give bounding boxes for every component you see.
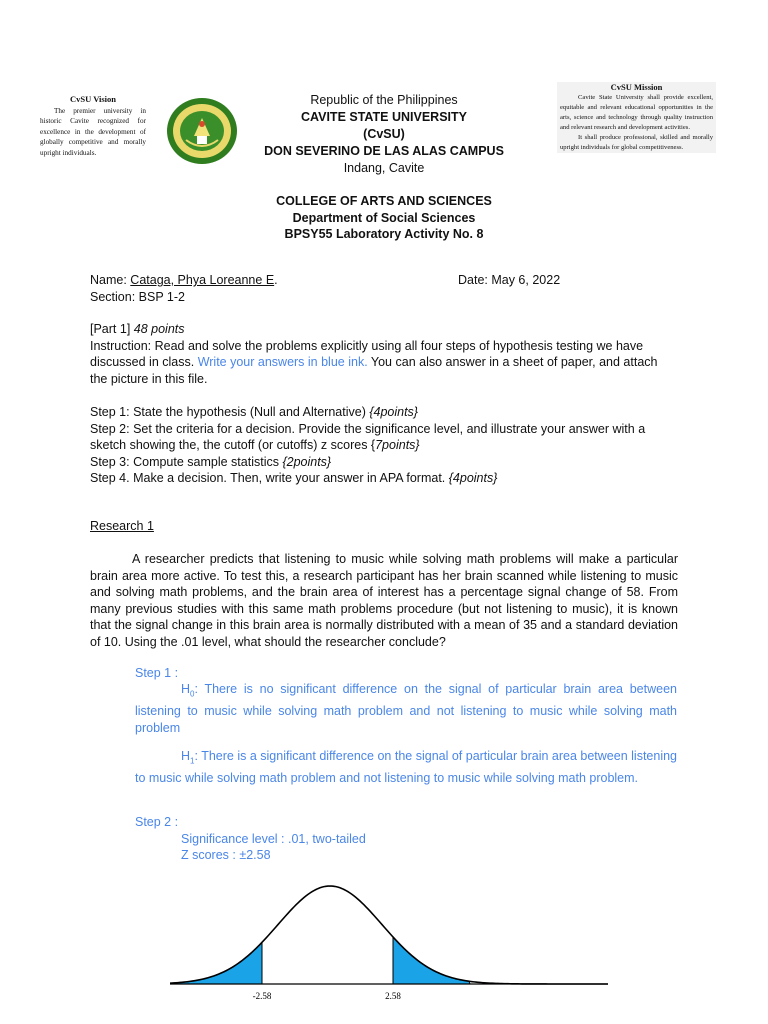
instruction-text: Instruction: Read and solve the problems explicitly using all four steps of hypothesis testing we have discussed in class. xyxy=(90,338,644,369)
alternative-hypothesis xyxy=(135,748,677,787)
college-name: COLLEGE OF ARTS AND SCIENCES xyxy=(276,194,492,208)
name-label: Name: xyxy=(90,273,131,287)
significance-level: Significance level : .01, two-tailed xyxy=(181,831,366,846)
step-3-text: Step 3: Compute sample statistics xyxy=(90,454,283,469)
research-title xyxy=(90,518,678,535)
right-cutoff-label: 2.58 xyxy=(385,991,401,1001)
null-hypothesis xyxy=(135,681,677,736)
research-1-title: Research 1 xyxy=(90,519,154,533)
instruction-text-2: You can also answer in a sheet of paper, and attach the picture in this file. xyxy=(90,355,658,386)
activity-title: BPSY55 Laboratory Activity No. 8 xyxy=(284,227,484,241)
mission-title: CvSU Mission xyxy=(610,82,663,92)
step-item xyxy=(90,454,678,471)
college-heading xyxy=(200,193,568,243)
student-name: Cataga, Phya Loreanne E xyxy=(130,273,275,287)
left-cutoff-label: -2.58 xyxy=(252,991,272,1001)
h1-label: H xyxy=(181,749,191,763)
h0-subscript: 0 xyxy=(190,689,195,699)
student-section: Section: BSP 1-2 xyxy=(90,289,185,304)
cvsu-seal-icon xyxy=(164,96,240,166)
step-4-text: Step 4. Make a decision. Then, write your answer in APA format. xyxy=(90,471,449,485)
university-header xyxy=(240,92,528,177)
vision-title: CvSU Vision xyxy=(69,94,117,104)
steps-list xyxy=(90,404,678,487)
instructions xyxy=(90,321,678,387)
step-1-points: {4points} xyxy=(369,405,418,419)
header-campus: DON SEVERINO DE LAS ALAS CAMPUS xyxy=(264,144,504,158)
department-name: Department of Social Sciences xyxy=(292,210,476,225)
cvsu-vision xyxy=(40,94,146,159)
h0-text: : There is no significant difference on the signal of particular brain area between listening to music while solving math problem and not listening to music while solving math problem xyxy=(135,682,677,735)
header-university: CAVITE STATE UNIVERSITY xyxy=(301,110,467,124)
cvsu-mission xyxy=(557,82,716,153)
activity-date: Date: May 6, 2022 xyxy=(458,273,561,287)
mission-text-2: It shall produce professional, skilled and morally upright individuals for global competitiveness. xyxy=(560,134,713,151)
mission-text-1: Cavite State University shall provide excellent, equitable and relevant educational opportunities in the arts, science and technology through quality instruction and relevant research and development activities. xyxy=(560,94,713,131)
step-2-points: 7points} xyxy=(375,438,420,452)
answer-step1 xyxy=(135,665,677,682)
cvsu-logo xyxy=(164,96,240,166)
z-scores: Z scores : ±2.58 xyxy=(181,848,271,862)
part-points: 48 points xyxy=(133,322,185,336)
step-item xyxy=(90,404,678,421)
part-label: [Part 1] xyxy=(90,322,134,336)
answer-step1-label: Step 1 : xyxy=(135,666,179,680)
h0-label: H xyxy=(181,682,191,696)
answer-step2 xyxy=(135,814,677,864)
h1-text: : There is a significant difference on the signal of particular brain area between listening to music while solving math problem and not listening to music while solving math problem. xyxy=(135,749,677,785)
step-item xyxy=(90,470,678,487)
answer-step2-label: Step 2 : xyxy=(135,815,179,829)
step-1-text: Step 1: State the hypothesis (Null and Alternative) xyxy=(90,405,370,419)
step-item xyxy=(90,421,678,454)
header-republic: Republic of the Philippines xyxy=(310,93,458,107)
step-4-points: {4points} xyxy=(448,471,498,485)
normal-curve-svg xyxy=(170,880,608,1010)
h1-subscript: 1 xyxy=(190,756,195,766)
left-rejection-region xyxy=(170,942,262,984)
student-info xyxy=(90,272,678,305)
right-rejection-region xyxy=(393,937,470,984)
header-location: Indang, Cavite xyxy=(343,161,425,175)
vision-text: The premier university in historic Cavite recognized for excellence in the development of globally competitive and morally upright individuals. xyxy=(40,106,146,157)
instruction-blue-ink: Write your answers in blue ink. xyxy=(197,355,368,369)
normal-curve-sketch xyxy=(170,880,608,1010)
name-period: . xyxy=(274,273,278,287)
step-3-points: {2points} xyxy=(282,454,332,469)
header-abbr: (CvSU) xyxy=(363,127,405,141)
research-problem: A researcher predicts that listening to music while solving math problems will make a particular brain area more active. To test this, a research participant has her brain scanned while listening to music and solving math problems, and the brain area of interest has a percentage signal change of 58. From many previous studies with this same math problems procedure (but not listening to music), it is known that the signal change in this brain area is normally distributed with a mean of 35 and a standard deviation of 10. Using the .01 level, what should the researcher conclude? xyxy=(90,552,678,649)
step-2-text: Step 2: Set the criteria for a decision. Provide the significance level, and illustrate your answer with a sketch showing the, the cutoff (or cutoffs) z scores { xyxy=(90,421,646,452)
